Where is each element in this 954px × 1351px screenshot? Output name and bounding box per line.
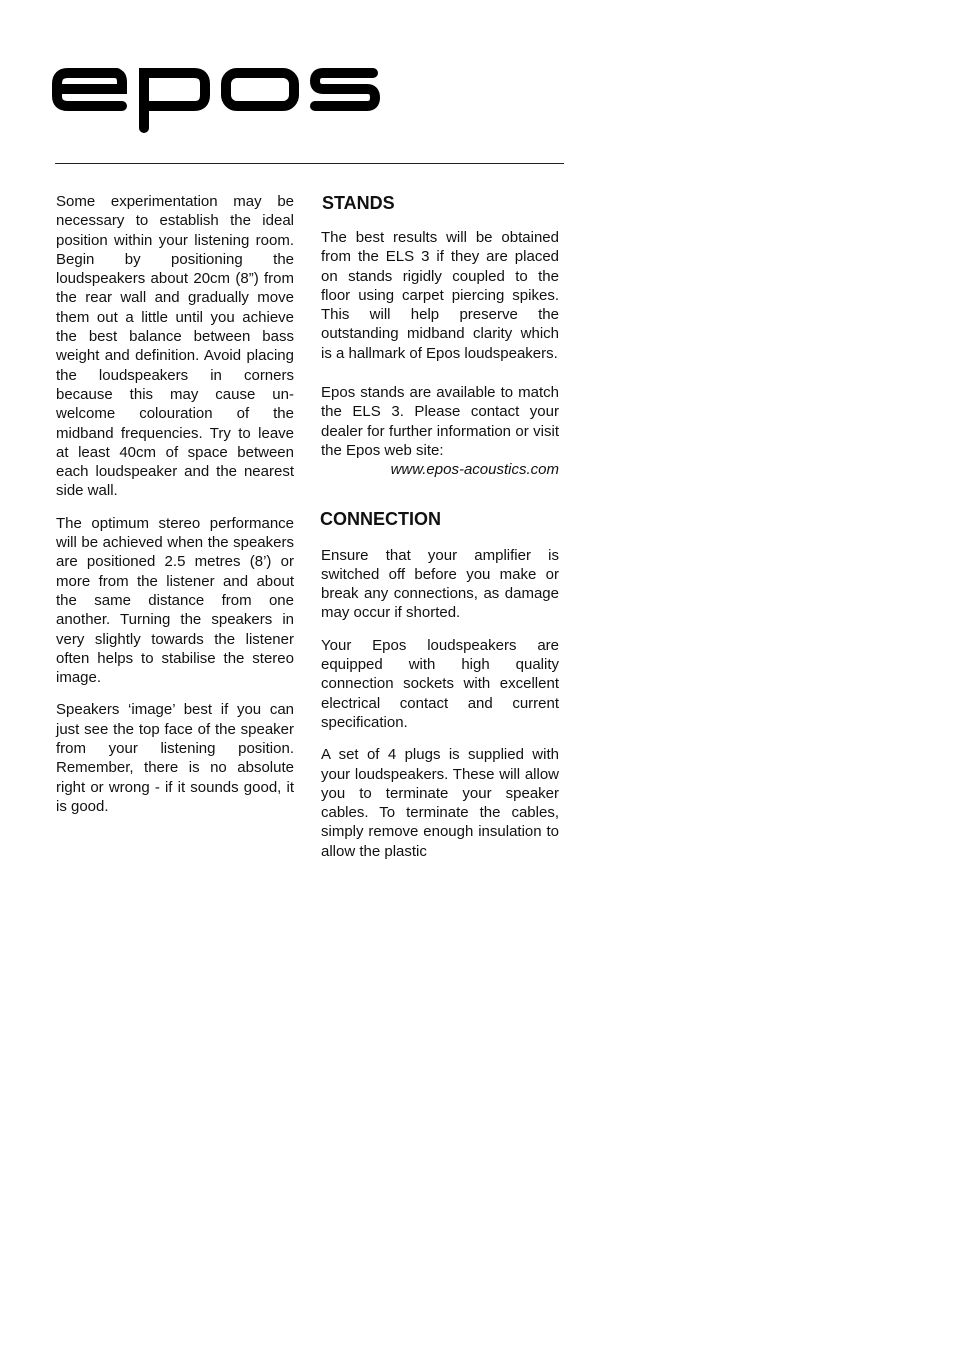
connection-heading: CONNECTION xyxy=(320,508,441,529)
epos-logo xyxy=(52,62,382,134)
stands-availability-paragraph: Epos stands are available to match the ELS 3. Please contact your dealer for further information or visit the Epos web site: xyxy=(321,384,559,459)
stereo-performance-paragraph: The optimum stereo performance will be achieved when the speakers are positioned 2.5 metres (8’) or more from the listener and about the same distance from one another. Turning the speakers in very slightly towards the listener often helps to stabilise the stereo image. xyxy=(56,514,294,687)
imaging-paragraph: Speakers ‘image’ best if you can just see the top face of the speaker from your listening position. Remember, there is no absolute right or wrong - if it sounds good, it is good. xyxy=(56,701,294,815)
header-divider xyxy=(55,163,564,164)
stands-paragraph: The best results will be obtained from the ELS 3 if they are placed on stands rigidly coupled to the floor using carpet piercing spikes. This will help preserve the outstanding midband clarity which is a hallmark of Epos loudspeakers. xyxy=(321,229,559,362)
left-column xyxy=(56,192,294,829)
stands-heading: STANDS xyxy=(322,193,395,213)
right-column xyxy=(320,192,559,860)
plugs-paragraph: A set of 4 plugs is supplied with your loudspeakers. These will allow you to terminate your speaker cables. To terminate the cables, simply remove enough insulation to allow the plastic xyxy=(321,746,559,860)
website-url: www.epos-acoustics.com xyxy=(390,461,559,479)
placement-paragraph: Some experimentation may be necessary to establish the ideal position within your listening room. Begin by positioning the loudspeakers about 20cm (8”) from the rear wall and gradually move them out a little until you achieve the best balance between bass weight and definition. Avoid placing the loudspeakers in corners because this may cause un-welcome colouration of the midband frequencies. Try to leave at least 40cm of space between each loudspeaker and the nearest side wall. xyxy=(56,193,294,500)
amplifier-warning-paragraph: Ensure that your amplifier is switched off before you make or break any connections, as damage may occur if shorted. xyxy=(321,546,559,622)
sockets-paragraph: Your Epos loudspeakers are equipped with high quality connection sockets with excellent electrical contact and current specification. xyxy=(321,636,559,731)
